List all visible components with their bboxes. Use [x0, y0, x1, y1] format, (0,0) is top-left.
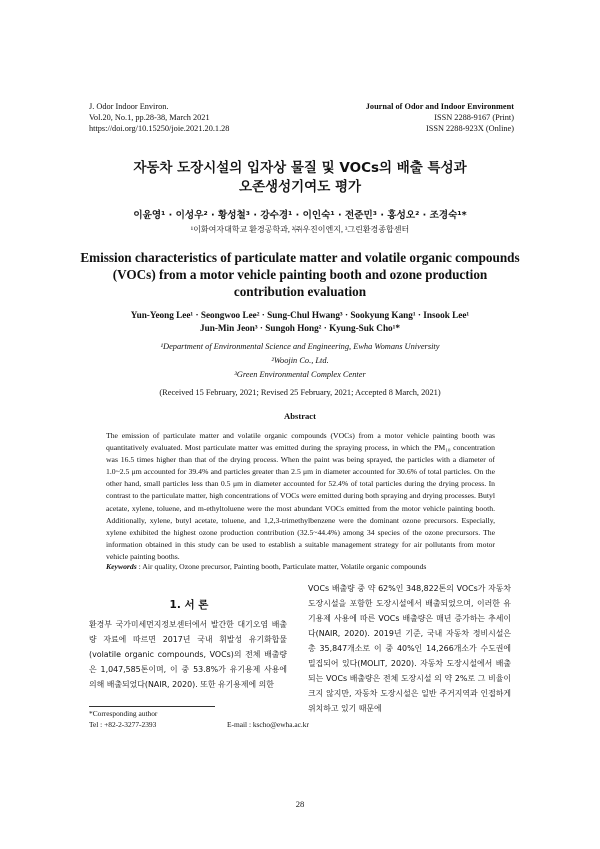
korean-authors: 이윤영¹ · 이성우² · 황성철³ · 강수경¹ · 이인숙¹ · 전준민³ · 홍성오² · 조경숙¹*: [133, 210, 467, 221]
english-title-line1: Emission characteristics of particulate matter and volatile organic compounds: [80, 250, 520, 265]
affiliation-2: ²Woojin Co., Ltd.: [271, 356, 329, 365]
affiliation-1: ¹Department of Environmental Science and Engineering, Ewha Womans University: [160, 342, 440, 351]
english-affiliations: [40, 340, 560, 382]
keywords: [106, 562, 495, 571]
korean-title: [0, 159, 600, 197]
korean-affiliations: ¹이화여자대학교 환경공학과, ²㈜우진이엔지, ³그린환경종합센터: [190, 225, 410, 234]
journal-abbrev: J. Odor Indoor Environ.: [89, 102, 169, 111]
abstract-text: The emission of particulate matter and volatile organic compounds (VOCs) from a motor vehicle painting booth was quantitatively evaluated. Most particulate matter was emitted during the spraying process, in which the PM₁₀ concentration was 16.5 times higher than that of the drying process. When the paint was being sprayed, the particles with a diameter of 1.0~2.5 μm accounted for 39.4% and particles greater than 2.5 μm in diameter accounted for 30.6% of total particles. On the other hand, small particles less than 0.5 μm in diameter accounted for 52.4% of total particles during the drying process. In contrast to the particulate matter, high concentrations of VOCs were emitted during both spraying and drying processes. Butyl acetate, xylene, toluene, and m-ethyltoluene were the most abundant VOCs emitted from the motor vehicle painting booth. Additionally, xylene, butyl acetate, toluene, and 1,2,3-trimethylbenzene were the dominant ozone precursors. Especially, xylene exhibited the highest ozone production contribution (32.5~44.4%) among 34 species of the ozone precursors. The information obtained in this study can be used to establish a suitable management strategy for air pollutants from motor vehicle painting booths.: [106, 431, 495, 561]
english-title-line3: contribution evaluation: [233, 284, 367, 299]
page-number: 28: [295, 799, 305, 809]
footnote: [89, 708, 309, 730]
english-title-line2: (VOCs) from a motor vehicle painting booth and ozone production: [112, 267, 488, 282]
footnote-divider: [89, 706, 215, 707]
volume-info: Vol.20, No.1, pp.28-38, March 2021: [89, 113, 210, 122]
section-heading-introduction: 1. 서 론: [169, 599, 209, 611]
running-header-left: [89, 101, 229, 134]
journal-name: Journal of Odor and Indoor Environment: [365, 102, 514, 111]
korean-title-line2: 오존생성기여도 평가: [238, 179, 362, 195]
english-authors-line2: Jun-Min Jeon³ · Sungoh Hong² · Kyung-Suk Cho¹*: [200, 323, 400, 333]
body-column-right: VOCs 배출량 중 약 62%인 348,822톤의 VOCs가 자동차 도장시설을 포함한 도장시설에서 배출되었으며, 이러한 유기용제 사용에 따른 VOCs 배출량은 매년 증가하는 추세이다(NAIR, 2020). 2019년 기준, 국내 자동차 정비시설은 총 35,847개소로 이 중 40%인 14,266개소가 수도권에 밀집되어 있다(MOLIT, 2020). 자동차 도장시설에서 배출되는 VOCs 배출량은 전체 도장시설 의 약 2%로 그 비율이 크지 않지만, 자동차 도장시설은 일반 주거지역과 인접하게 위치하고 있기 때문에: [308, 584, 511, 713]
english-authors-line1: Yun-Yeong Lee¹ · Seongwoo Lee² · Sung-Chul Hwang³ · Sookyung Kang¹ · Insook Lee¹: [130, 310, 470, 320]
issn-print: ISSN 2288-9167 (Print): [434, 113, 514, 122]
body-column-left: 환경부 국가미세먼지정보센터에서 발간한 대기오염 배출량 자료에 따르면 2017년 국내 휘발성 유기화합물 (volatile organic compounds, VOCs)의 전체 배출량은 1,047,585톤이며, 이 중 53.8%가 유기용제 사용에 의해 배출되었다(NAIR, 2020). 또한 유기용제에 의한: [89, 620, 287, 689]
running-header-right: [366, 101, 514, 134]
corresponding-email[interactable]: E-mail : kscho@ewha.ac.kr: [227, 720, 309, 729]
english-title: [40, 249, 560, 300]
affiliation-3: ³Green Environmental Complex Center: [234, 370, 366, 379]
received-dates: (Received 15 February, 2021; Revised 25 February, 2021; Accepted 8 March, 2021): [159, 388, 441, 397]
english-authors: [40, 309, 560, 335]
issn-online: ISSN 2288-923X (Online): [425, 124, 514, 133]
corresponding-author-label: *Corresponding author: [89, 709, 158, 718]
doi-link[interactable]: https://doi.org/10.15250/joie.2021.20.1.28: [89, 124, 230, 133]
korean-title-line1: 자동차 도장시설의 입자상 물질 및 VOCs의 배출 특성과: [133, 160, 467, 176]
keywords-list: : Air quality, Ozone precursor, Painting booth, Particulate matter, Volatile organic compounds: [138, 562, 427, 571]
keywords-label: Keywords: [106, 562, 137, 571]
abstract-heading: Abstract: [284, 411, 316, 421]
corresponding-tel: Tel : +82-2-3277-2393: [89, 720, 157, 729]
